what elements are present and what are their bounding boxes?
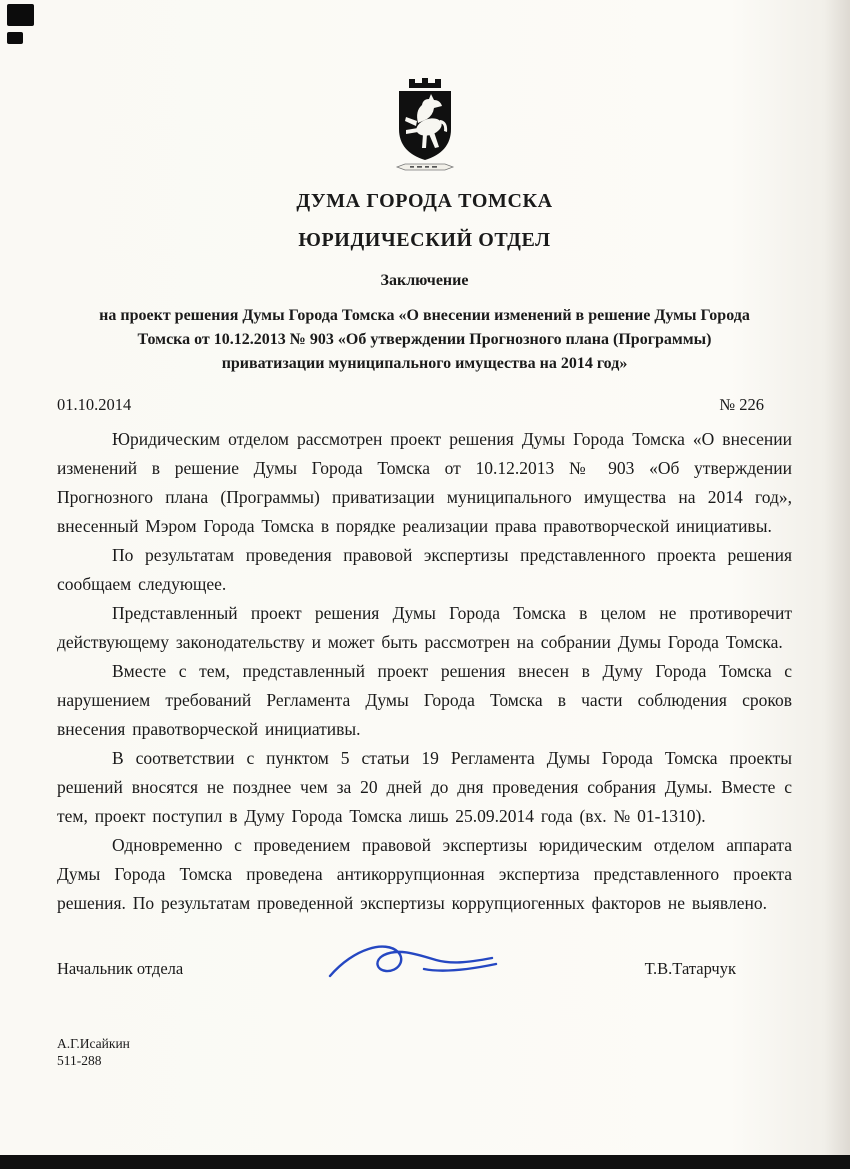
document-date: 01.10.2014 [57,395,132,414]
document-subject: на проект решения Думы Города Томска «О внесении изменений в решение Думы Города Томска от 10.12.2013 № 903 «Об утверждении Прогнозного плана (Программы) приватизации муниципального имущества на 2014 год» [99,307,750,372]
signature-block [57,942,792,995]
scan-artifact [7,4,34,26]
body-paragraph: Вместе с тем, представленный проект решения внесен в Думу Города Томска с нарушением требований Регламента Думы Города Томска в части соблюдения сроков внесения правотворческой инициативы. [57,661,792,739]
body-paragraph: Юридическим отделом рассмотрен проект решения Думы Города Томска «О внесении изменений в решение Думы Города Томска от 10.12.2013 № 903 «Об утверждении Прогнозного плана (Программы) приватизации муниципального имущества на 2014 год», внесенный Мэром Города Томска в порядке реализации права правотворческой инициативы. [57,429,792,536]
tomsk-coat-of-arms-icon [385,70,465,182]
body-paragraph: В соответствии с пунктом 5 статьи 19 Регламента Думы Города Томска проекты решений вносятся не позднее чем за 20 дней до дня проведения собрания Думы. Вместе с тем, проект поступил в Думу Города Томска лишь 25.09.2014 года (вх. № 01-1310). [57,748,792,826]
body-paragraph: По результатам проведения правовой экспертизы представленного проекта решения сообщаем следующее. [57,545,792,594]
executor-name: А.Г.Исайкин [57,1036,130,1051]
reference-line [57,395,792,415]
handwritten-signature-icon [324,938,504,991]
department-name: ЮРИДИЧЕСКИЙ ОТДЕЛ [298,229,551,251]
executor-phone: 511-288 [57,1053,102,1068]
signatory-name: Т.В.Татарчук [644,958,736,978]
executor-block [57,1035,792,1069]
organization-name: ДУМА ГОРОДА ТОМСКА [296,190,553,212]
document-body [57,425,792,918]
document-title: Заключение [380,272,469,289]
body-paragraph: Представленный проект решения Думы Города Томска в целом не противоречит действующему законодательству и может быть рассмотрен на собрании Думы Города Томска. [57,603,792,652]
signatory-position: Начальник отдела [57,958,184,978]
scan-artifact [7,32,23,44]
scan-edge-bar [0,1155,850,1169]
body-paragraph: Одновременно с проведением правовой экспертизы юридическим отделом аппарата Думы Города Томска проведена антикоррупционная экспертиза представленного проекта решения. По результатам проведенной экспертизы коррупциогенных факторов не выявлено. [57,835,792,913]
document-number: № 226 [719,395,764,414]
